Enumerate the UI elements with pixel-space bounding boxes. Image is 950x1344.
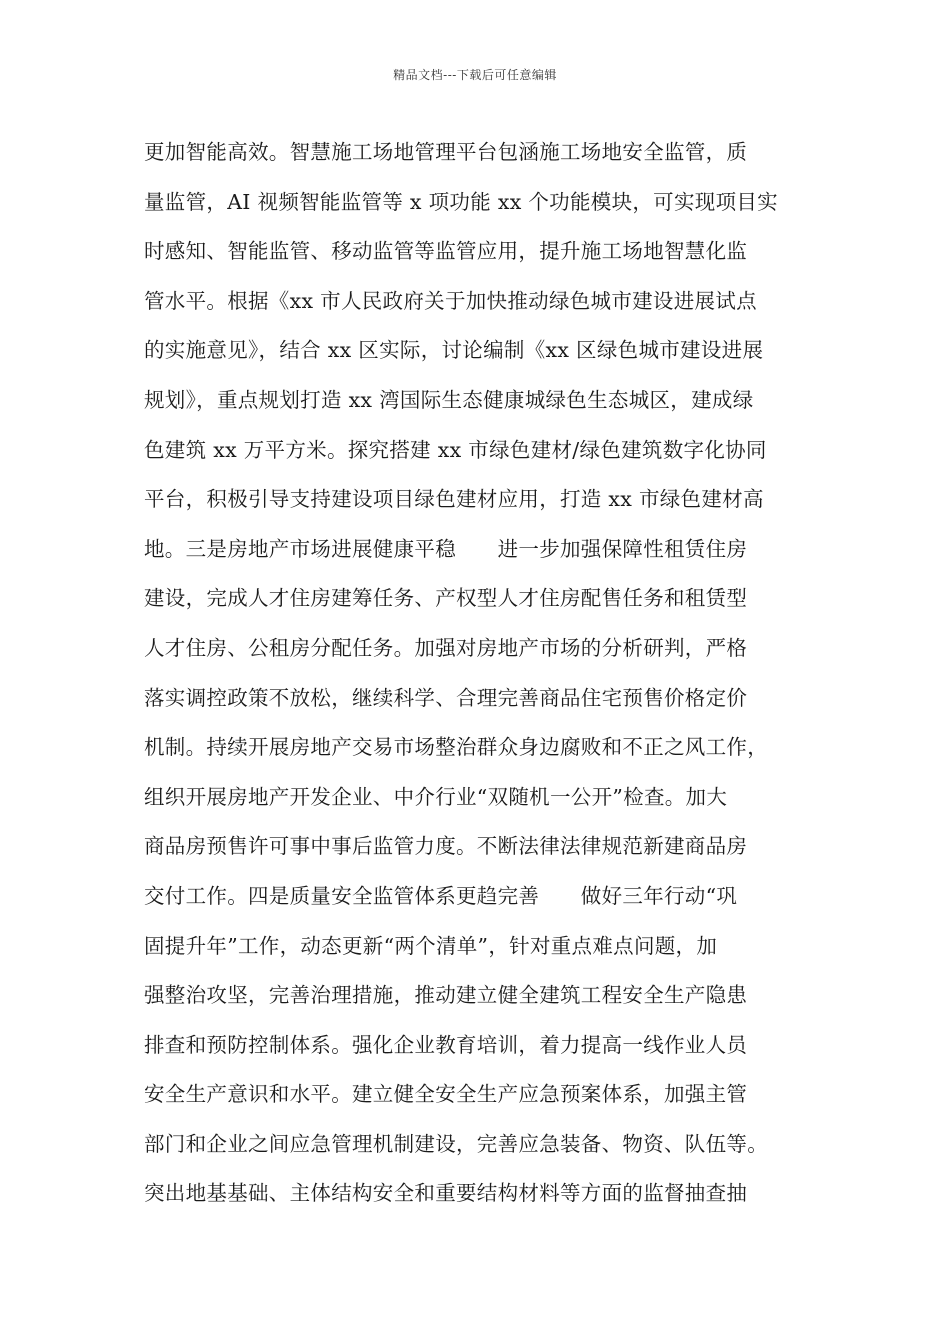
text-line: 安全生产意识和水平。建立健全安全生产应急预案体系，加强主管 (144, 1082, 748, 1107)
text-line: 突出地基基础、主体结构安全和重要结构材料等方面的监督抽查抽 (144, 1181, 748, 1206)
text-line: 人才住房、公租房分配任务。加强对房地产市场的分析研判，严格 (144, 635, 748, 660)
text-line: 机制。持续开展房地产交易市场整治群众身边腐败和不正之风工作， (144, 735, 768, 760)
text-line: 地。三是房地产市场进展健康平稳 进一步加强保障性租赁住房 (144, 536, 748, 561)
text-line: 建设，完成人才住房建筹任务、产权型人才住房配售任务和租赁型 (144, 586, 748, 611)
text-line: 商品房预售许可事中事后监管力度。不断法律法律规范新建商品房 (144, 834, 748, 859)
text-line: 规划》，重点规划打造 xx 湾国际生态健康城绿色生态城区，建成绿 (144, 387, 754, 412)
body-text (144, 134, 824, 1225)
text-line: 平台，积极引导支持建设项目绿色建材应用，打造 xx 市绿色建材高 (144, 487, 764, 512)
text-line: 固提升年”工作，动态更新“两个清单”，针对重点难点问题，加 (144, 933, 718, 958)
text-line: 落实调控政策不放松，继续科学、合理完善商品住宅预售价格定价 (144, 685, 748, 710)
text-line: 排查和预防控制体系。强化企业教育培训，着力提高一线作业人员 (144, 1032, 748, 1057)
text-line: 更加智能高效。智慧施工场地管理平台包涵施工场地安全监管，质 (144, 140, 748, 164)
text-line: 组织开展房地产开发企业、中介行业“双随机一公开”检查。加大 (144, 784, 728, 809)
text-line: 强整治攻坚，完善治理措施，推动建立健全建筑工程安全生产隐患 (144, 983, 748, 1008)
text-line: 色建筑 xx 万平方米。探究搭建 xx 市绿色建材/绿色建筑数字化协同 (144, 437, 767, 462)
page-header: 精品文档---下载后可任意编辑 (393, 68, 557, 82)
text-line: 管水平。根据《xx 市人民政府关于加快推动绿色城市建设进展试点 (144, 288, 757, 313)
text-line: 时感知、智能监管、移动监管等监管应用，提升施工场地智慧化监 (144, 239, 748, 264)
text-line: 量监管，AI 视频智能监管等 x 项功能 xx 个功能模块，可实现项目实 (144, 189, 778, 214)
text-line: 的实施意见》，结合 xx 区实际，讨论编制《xx 区绿色城市建设进展 (144, 338, 764, 363)
text-line: 部门和企业之间应急管理机制建设，完善应急装备、物资、队伍等。 (144, 1131, 768, 1156)
text-line: 交付工作。四是质量安全监管体系更趋完善 做好三年行动“巩 (144, 883, 738, 908)
